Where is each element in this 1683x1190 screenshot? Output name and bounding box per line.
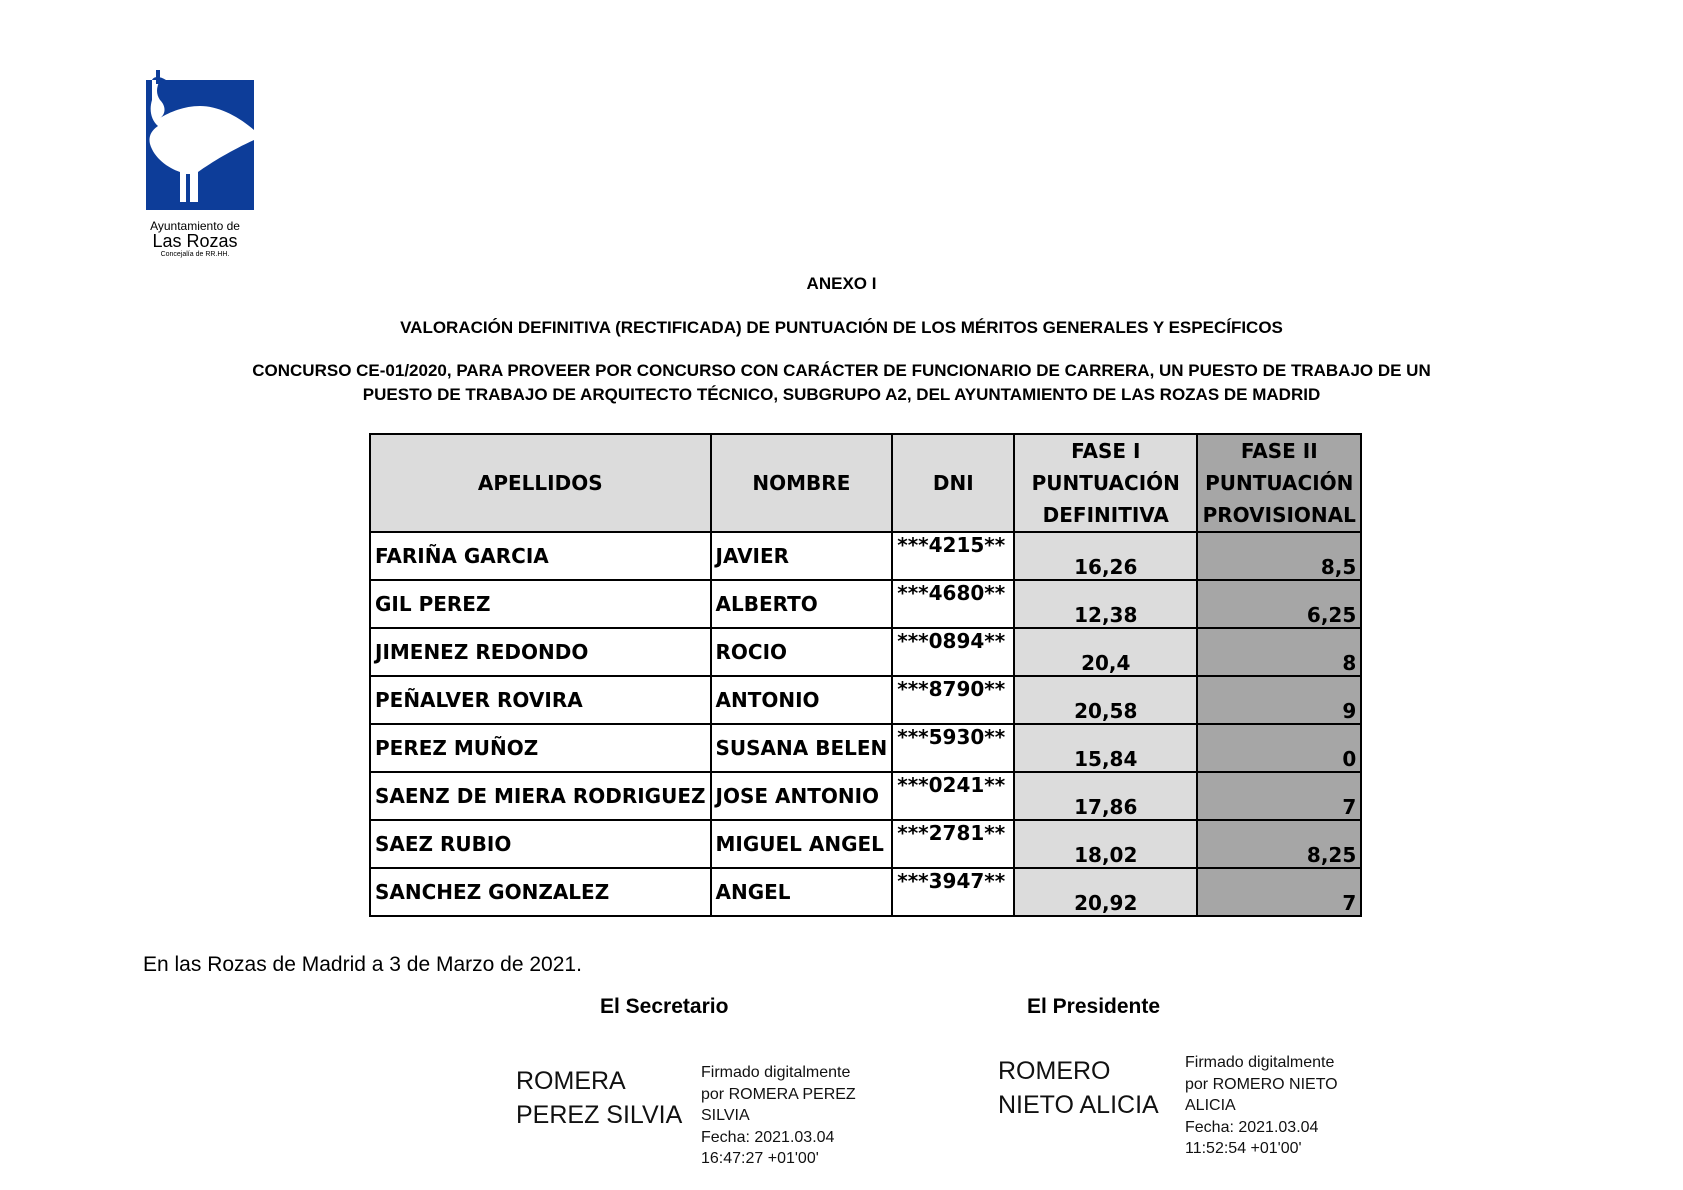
cell-dni: ***2781**: [892, 820, 1014, 868]
cell-fase1: 20,58: [1014, 676, 1197, 724]
table-row: [370, 628, 1361, 676]
signature-note-date: Fecha: 2021.03.04: [1185, 1118, 1319, 1136]
cell-fase2: 8: [1197, 628, 1361, 676]
cell-nombre: SUSANA BELEN: [711, 724, 893, 772]
col-header-fase1: [1014, 434, 1197, 532]
cell-nombre: ALBERTO: [711, 580, 893, 628]
fase2-header-line2: PUNTUACIÓN: [1205, 471, 1354, 495]
signature-name-line1: ROMERO: [998, 1057, 1111, 1085]
contest-description-line2: PUESTO DE TRABAJO DE ARQUITECTO TÉCNICO, SUBGRUPO A2, DEL AYUNTAMIENTO DE LAS ROZAS DE MADRID: [362, 385, 1321, 404]
cell-fase2: 8,5: [1197, 532, 1361, 580]
cell-fase1: 15,84: [1014, 724, 1197, 772]
fase1-header-line3: DEFINITIVA: [1042, 503, 1169, 527]
cell-nombre: JOSE ANTONIO: [711, 772, 893, 820]
cell-fase2: 9: [1197, 676, 1361, 724]
place-date-line: En las Rozas de Madrid a 3 de Marzo de 2021.: [143, 953, 582, 976]
signature-note-line3: SILVIA: [701, 1107, 750, 1124]
secretario-digital-signature-note: [701, 1062, 856, 1170]
cell-nombre: ROCIO: [711, 628, 893, 676]
col-header-dni: DNI: [892, 434, 1014, 532]
cell-dni: ***0241**: [892, 772, 1014, 820]
cell-apellidos: SAEZ RUBIO: [370, 820, 711, 868]
cell-dni: ***5930**: [892, 724, 1014, 772]
fase1-header-line2: PUNTUACIÓN: [1031, 471, 1180, 495]
table-row: [370, 580, 1361, 628]
signature-note-time: 11:52:54 +01'00': [1185, 1140, 1302, 1157]
heron-emblem-icon: [146, 70, 254, 210]
cell-fase1: 20,92: [1014, 868, 1197, 916]
cell-fase1: 12,38: [1014, 580, 1197, 628]
cell-nombre: ANGEL: [711, 868, 893, 916]
logo-caption-top: Ayuntamiento de: [150, 219, 240, 233]
signature-name-line2: NIETO ALICIA: [998, 1091, 1159, 1119]
cell-fase2: 7: [1197, 868, 1361, 916]
annex-title: ANEXO I: [806, 274, 877, 293]
cell-apellidos: PEREZ MUÑOZ: [370, 724, 711, 772]
presidente-digital-signature-note: [1185, 1052, 1338, 1160]
cell-fase1: 16,26: [1014, 532, 1197, 580]
cell-dni: ***4680**: [892, 580, 1014, 628]
cell-dni: ***4215**: [892, 532, 1014, 580]
signature-name-line1: ROMERA: [516, 1067, 626, 1095]
logo-caption-name: Las Rozas: [152, 231, 238, 251]
cell-apellidos: GIL PEREZ: [370, 580, 711, 628]
signature-note-line1: Firmado digitalmente: [1185, 1054, 1335, 1071]
cell-fase2: 6,25: [1197, 580, 1361, 628]
signature-note-line1: Firmado digitalmente: [701, 1064, 851, 1081]
cell-fase1: 17,86: [1014, 772, 1197, 820]
las-rozas-logo: [140, 70, 264, 258]
signature-note-time: 16:47:27 +01'00': [701, 1150, 819, 1167]
cell-nombre: JAVIER: [711, 532, 893, 580]
table-row: [370, 868, 1361, 916]
fase2-header-line1: FASE II: [1240, 439, 1318, 463]
cell-apellidos: FARIÑA GARCIA: [370, 532, 711, 580]
secretario-label: El Secretario: [600, 995, 729, 1018]
logo-caption-department: Concejalía de RR.HH.: [160, 251, 230, 258]
fase1-header-line1: FASE I: [1071, 439, 1141, 463]
presidente-signature-name: [998, 1054, 1159, 1122]
col-header-nombre: NOMBRE: [711, 434, 893, 532]
table-row: [370, 772, 1361, 820]
cell-apellidos: SANCHEZ GONZALEZ: [370, 868, 711, 916]
table-row: [370, 676, 1361, 724]
contest-description: [0, 359, 1683, 407]
cell-apellidos: SAENZ DE MIERA RODRIGUEZ: [370, 772, 711, 820]
cell-fase2: 7: [1197, 772, 1361, 820]
cell-fase2: 0: [1197, 724, 1361, 772]
contest-description-line1: CONCURSO CE-01/2020, PARA PROVEER POR CONCURSO CON CARÁCTER DE FUNCIONARIO DE CARRERA, UN PUESTO DE TRABAJO DE UN: [252, 361, 1431, 380]
col-header-apellidos: APELLIDOS: [370, 434, 711, 532]
document-title: VALORACIÓN DEFINITIVA (RECTIFICADA) DE PUNTUACIÓN DE LOS MÉRITOS GENERALES Y ESPECÍFICOS: [400, 318, 1283, 337]
signature-note-line3: ALICIA: [1185, 1097, 1236, 1114]
cell-apellidos: PEÑALVER ROVIRA: [370, 676, 711, 724]
cell-fase1: 18,02: [1014, 820, 1197, 868]
signature-note-date: Fecha: 2021.03.04: [701, 1128, 835, 1146]
cell-dni: ***8790**: [892, 676, 1014, 724]
table-row: [370, 724, 1361, 772]
signature-note-line2: por ROMERA PEREZ: [701, 1085, 856, 1103]
scores-table: [369, 433, 1362, 917]
signature-name-line2: PEREZ SILVIA: [516, 1101, 683, 1129]
signature-note-line2: por ROMERO NIETO: [1185, 1075, 1338, 1093]
cell-fase2: 8,25: [1197, 820, 1361, 868]
cell-dni: ***3947**: [892, 868, 1014, 916]
col-header-fase2: [1197, 434, 1361, 532]
fase2-header-line3: PROVISIONAL: [1202, 503, 1356, 527]
presidente-label: El Presidente: [1027, 995, 1161, 1018]
cell-apellidos: JIMENEZ REDONDO: [370, 628, 711, 676]
secretario-signature-name: [516, 1064, 682, 1132]
table-row: [370, 532, 1361, 580]
table-header-row: [370, 434, 1361, 532]
table-row: [370, 820, 1361, 868]
cell-dni: ***0894**: [892, 628, 1014, 676]
cell-nombre: MIGUEL ANGEL: [711, 820, 893, 868]
cell-nombre: ANTONIO: [711, 676, 893, 724]
cell-fase1: 20,4: [1014, 628, 1197, 676]
